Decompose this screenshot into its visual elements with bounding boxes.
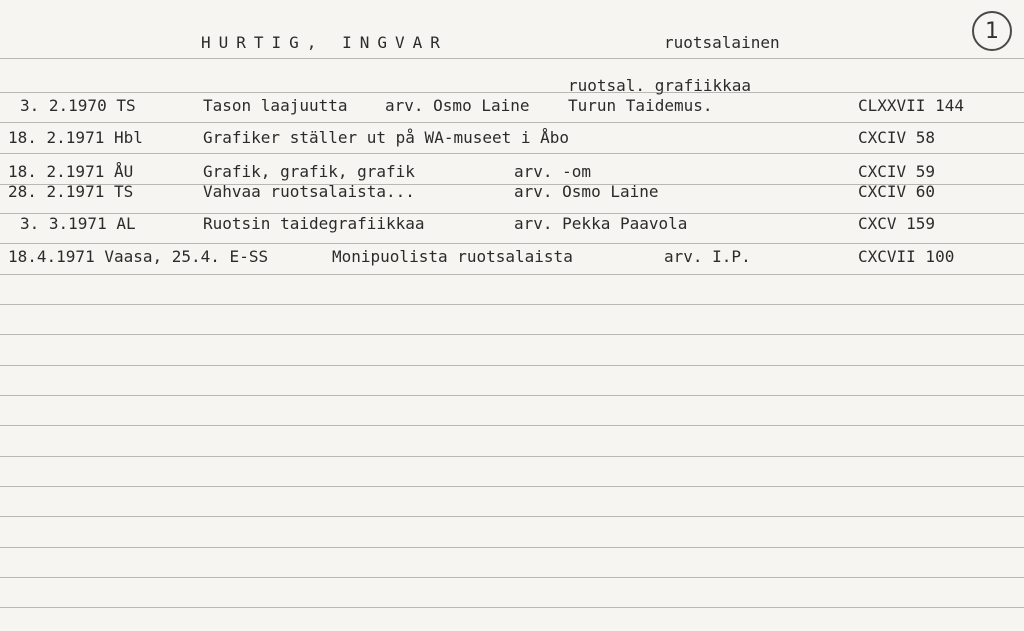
subheading: ruotsal. grafiikkaa — [568, 76, 752, 95]
entry-date: 18. 2.1971 ÅU — [8, 162, 134, 181]
entry-date: 18. 2.1971 Hbl — [8, 128, 143, 147]
rule-line — [0, 516, 1024, 517]
rule-line — [0, 92, 1024, 93]
entry-ref: CXCIV 59 — [858, 162, 936, 181]
entry-ref: CXCIV 60 — [858, 182, 936, 201]
entry-reviewer: arv. Osmo Laine — [385, 96, 530, 115]
card-number-badge: 1 — [972, 11, 1012, 51]
entry-ref: CXCIV 58 — [858, 128, 936, 147]
rule-line — [0, 122, 1024, 123]
entry-date: 28. 2.1971 TS — [8, 182, 134, 201]
rule-line — [0, 58, 1024, 59]
entry-date: 18.4.1971 Vaasa, 25.4. E-SS — [8, 247, 269, 266]
rule-line — [0, 304, 1024, 305]
rule-line — [0, 243, 1024, 244]
entry-reviewer: arv. -om — [514, 162, 592, 181]
rule-line — [0, 274, 1024, 275]
rule-line — [0, 395, 1024, 396]
rule-line — [0, 607, 1024, 608]
entry-date: 3. 2.1970 TS — [20, 96, 136, 115]
entry-venue: Turun Taidemus. — [568, 96, 713, 115]
rule-line — [0, 334, 1024, 335]
rule-line — [0, 456, 1024, 457]
entry-title: Monipuolista ruotsalaista — [332, 247, 573, 266]
entry-ref: CXCV 159 — [858, 214, 936, 233]
nationality: ruotsalainen — [664, 33, 780, 52]
entry-reviewer: arv. I.P. — [664, 247, 751, 266]
rule-line — [0, 365, 1024, 366]
entry-title: Tason laajuutta — [203, 96, 348, 115]
entry-title: Vahvaa ruotsalaista... — [203, 182, 415, 201]
entry-title: Grafik, grafik, grafik — [203, 162, 415, 181]
rule-line — [0, 547, 1024, 548]
artist-name: HURTIG, INGVAR — [201, 33, 448, 52]
entry-title: Ruotsin taidegrafiikkaa — [203, 214, 425, 233]
entry-ref: CLXXVII 144 — [858, 96, 964, 115]
entry-reviewer: arv. Pekka Paavola — [514, 214, 688, 233]
entry-reviewer: arv. Osmo Laine — [514, 182, 659, 201]
entry-title: Grafiker ställer ut på WA-museet i Åbo — [203, 128, 570, 147]
rule-line — [0, 153, 1024, 154]
entry-date: 3. 3.1971 AL — [20, 214, 136, 233]
rule-line — [0, 425, 1024, 426]
rule-line — [0, 577, 1024, 578]
rule-line — [0, 486, 1024, 487]
entry-ref: CXCVII 100 — [858, 247, 955, 266]
